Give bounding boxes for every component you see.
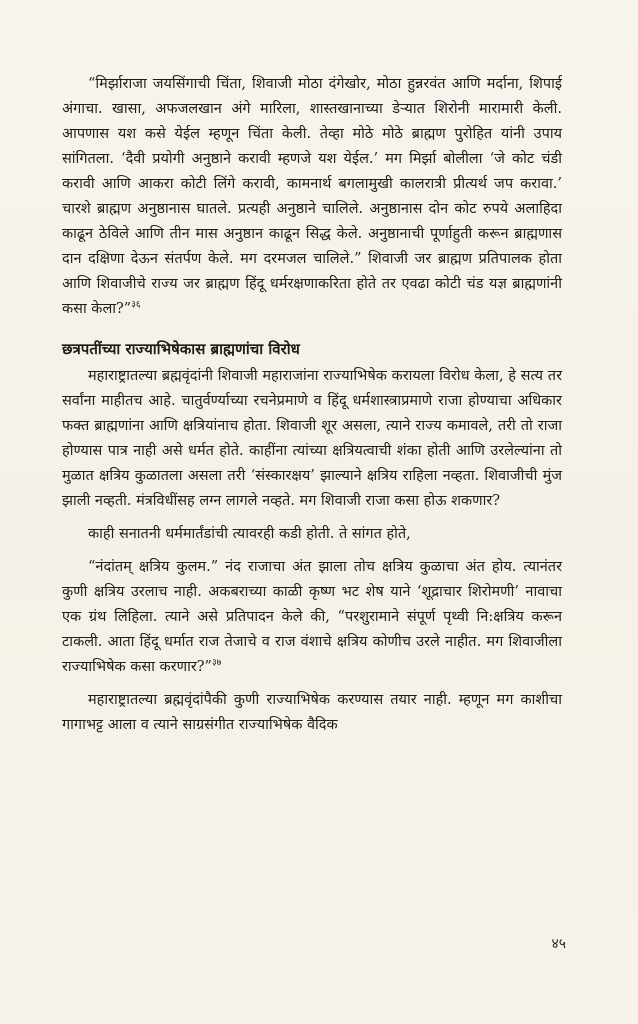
page-number: ४५ <box>551 936 566 952</box>
quote-paragraph <box>62 72 562 322</box>
body-paragraph-1: महाराष्ट्रातल्या ब्रह्मवृंदांनी शिवाजी महाराजांना राज्याभिषेक करायला विरोध केला, हे सत्य तर सर्वांना माहीतच आहे. चातुर्वर्ण्याच्या रचनेप्रमाणे व हिंदू धर्मशास्त्राप्रमाणे राजा होण्याचा अधिकार फक्त ब्राह्मणांना आणि क्षत्रियांनाच होता. शिवाजी शूर असला, त्याने राज्य कमावले, तरी तो राजा होण्यास पात्र नाही असे धर्मत होते. काहींना त्यांच्या क्षत्रियत्वाची शंका होती आणि उरलेल्यांना तो मुळात क्षत्रिय कुळातला असला तरी ‘संस्कारक्षय’ झाल्याने क्षत्रिय राहिला नव्हता. शिवाजीची मुंज झाली नव्हती. मंत्रविधींसह लग्न लागले नव्हते. मग शिवाजी राजा कसा होऊ शकणार? <box>62 368 562 509</box>
page-body <box>62 72 562 746</box>
body-paragraph-3: महाराष्ट्रातल्या ब्रह्मवृंदांपैकी कुणी राज्याभिषेक करण्यास तयार नाही. म्हणून मग काशीचा गागाभट्ट आला व त्याने साग्रसंगीत राज्याभिषेक वैदिक <box>62 692 562 733</box>
quote-text-2: “नंदांतम् क्षत्रिय कुलम.” नंद राजाचा अंत झाला तोच क्षत्रिय कुळाचा अंत होय. त्यानंतर कुणी क्षत्रिय उरलाच नाही. अकबराच्या काळी कृष्ण भट शेष याने ‘शूद्राचार शिरोमणी’ नावाचा एक ग्रंथ लिहिला. त्याने असे प्रतिपादन केले की, “परशुरामाने संपूर्ण पृथ्वी नि:क्षत्रिय करून टाकली. आता हिंदू धर्मात राज तेजाचे व राज वंशाचे क्षत्रिय कोणीच उरले नाहीत. मग शिवाजीला राज्याभिषेक कसा करणार?” <box>62 559 562 675</box>
quote-text: “मिर्झाराजा जयसिंगाची चिंता, शिवाजी मोठा दंगेखोर, मोठा हुन्नरवंत आणि मर्दाना, शिपाई अंगाचा. खासा, अफजलखान अंगे मारिला, शास्तखानाच्या डेऱ्यात शिरोनी मारामारी केली. आपणास यश कसे येईल म्हणून चिंता केली. तेव्हा मोठे मोठे ब्राह्मण पुरोहित यांनी उपाय सांगितला. ‘दैवी प्रयोगी अनुष्ठाने करावी म्हणजे यश येईल.’ मग मिर्झा बोलीला ‘जे कोट चंडी करावी आणि आकरा कोटी लिंगे करावी, कामनार्थ बगलामुखी कालरात्री प्रीत्यर्थ जप करावा.’ चारशे ब्राह्मण अनुष्ठानास घातले. प्रत्यही अनुष्ठाने चालिले. अनुष्ठानास दोन कोट रुपये अलाहिदा काढून ठेविले आणि तीन मास अनुष्ठान काढून सिद्ध केले. अनुष्ठानाची पूर्णाहुती करून ब्राह्मणास दान दक्षिणा देऊन संतर्पण केले. मग दरमजल चालिले.” शिवाजी जर ब्राह्मण प्रतिपालक होता आणि शिवाजीचे राज्य जर ब्राह्मण हिंदू धर्मरक्षणाकरिता होते तर एवढा कोटी चंड यज्ञ ब्राह्मणांनी कसा केला?” <box>62 76 562 317</box>
section-heading: छत्रपतींच्या राज्याभिषेकास ब्राह्मणांचा विरोध <box>62 340 300 358</box>
footnote-ref-36: ३६ <box>131 300 141 311</box>
footnote-ref-37: ३७ <box>211 658 222 669</box>
quote-paragraph-2 <box>62 555 562 680</box>
body-paragraph-2: काही सनातनी धर्ममार्तंडांची त्यावरही कडी होती. ते सांगत होते, <box>88 526 411 542</box>
